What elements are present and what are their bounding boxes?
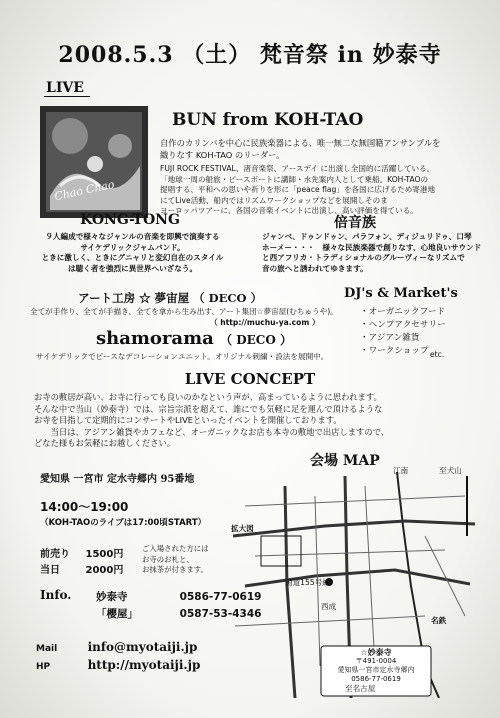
mail-row	[36, 636, 197, 655]
bun-bio-line: 「地球一周の船旅・ピースボートに講師・水先案内人として乗船。KOH-TAOの	[160, 174, 429, 184]
map-label-route155: 国道155号線	[285, 578, 330, 587]
market-item: ・アジアン雑貨	[360, 333, 420, 343]
shamorama-name	[96, 328, 292, 349]
event-title: 2008.5.3 （土） 梵音祭 in 妙泰寺	[58, 42, 442, 68]
bun-bio	[160, 164, 480, 217]
ticket-note	[142, 544, 209, 576]
hp-row	[36, 654, 200, 673]
baionzoku-desc-line: と西アフリカ・トラディショナルのグルーヴィーなリズムで	[262, 253, 465, 262]
venue-map	[225, 466, 483, 698]
map-label-konan: 江南	[393, 466, 409, 475]
contact-tel[interactable]: 0586-77-0619	[179, 591, 262, 603]
kongtong-desc	[20, 232, 245, 274]
homepage-link[interactable]: http://myotaiji.jp	[87, 658, 201, 672]
kongtong-desc-line: ときに激しく、ときにグニャリと変幻自在のスタイル	[41, 253, 224, 262]
concept-line: お寺の敷居が高い、お寺に行っても良いのかなという声が、高まっているように思われます。	[34, 392, 382, 402]
temple-zip: 〒491-0004	[355, 657, 397, 665]
kongtong-name: KONG-TONG	[80, 212, 180, 228]
album-cover-image	[40, 106, 148, 218]
event-time-note: （KOH-TAOのライブは17:00頃START）	[40, 518, 207, 528]
bun-intro	[160, 138, 480, 161]
market-item: ・ヘンプアクセサリー	[360, 320, 446, 330]
kongtong-desc-line: は聴く者を強烈に異世界へいざなう。	[67, 263, 198, 273]
door-price: 2000円	[85, 565, 124, 576]
advance-label: 前売り	[40, 549, 70, 560]
bun-intro-line: 織りなす KOH-TAO のリーダー。	[160, 149, 285, 160]
deco-url: （ http://muchu-ya.com ）	[210, 318, 320, 327]
bun-intro-line: 自作のカリンバを中心に民族楽器による、唯一無二な無国籍アンサンブルを	[160, 138, 441, 148]
mail-address-link[interactable]: info@myotaiji.jp	[87, 640, 198, 654]
map-label-enlarged: 拡大図	[231, 524, 254, 533]
map-label-nisei: 西成	[321, 602, 337, 611]
bun-bio-line: FUJI ROCK FESTIVAL、渚音楽祭、アースデイ に出演し全国的に活躍している。	[160, 164, 435, 173]
temple-tel: 0586-77-0619	[351, 675, 401, 683]
concept-body	[34, 392, 474, 450]
ticket-note-line: お寺のお札と、	[142, 554, 194, 564]
baionzoku-desc-line: 音の旅へと誘われてゆきます。	[262, 263, 368, 273]
bun-name: BUN from KOH-TAO	[172, 110, 364, 130]
baionzoku-desc-line: ホーメー・・・ 様々な民族楽器で創りなす、心地良いサウンド	[262, 242, 482, 252]
ticket-note-line: ご入場された方には	[142, 544, 209, 553]
map-label-meitetsu: 名鉄	[431, 616, 447, 625]
map-label-inuyama: 至犬山	[439, 466, 462, 475]
kongtong-desc-line: サイケデリックジャムバンド。	[80, 242, 185, 252]
shamorama-suffix: （ DECO ）	[220, 333, 292, 347]
live-heading: LIVE	[44, 80, 90, 97]
event-time: 14:00～19:00	[40, 500, 129, 514]
baionzoku-desc-line: ジャンベ、ドゥンドゥン、パラフォン、ディジュリドゥ、口琴	[262, 232, 472, 241]
bun-bio-line: 提唱する、平和への思いや祈りを形に「peace flag」を各国に広げるため寄港地	[160, 185, 436, 194]
map-label-nagoya: 至名古屋	[345, 684, 376, 693]
venue-address: 愛知県 一宮市 定水寺郷内 95番地	[40, 474, 195, 485]
ticket-door	[40, 561, 123, 576]
concept-line: そんな中で当山（妙泰寺）では、宗旨宗派を超えて、誰にでも気軽に足を運んで頂けるような	[34, 403, 383, 414]
info-label: Info.	[40, 588, 72, 602]
market-item: ・オーガニックフード	[360, 307, 446, 317]
bun-bio-line: ヨーロッパツアーに、各国の音楽イベントに出演し、高い評価を得ている。	[160, 206, 418, 215]
temple-name: ☆妙泰寺	[360, 648, 392, 657]
ticket-note-line: お抹茶が付きます。	[142, 565, 208, 574]
map-temple-info	[323, 648, 429, 684]
advance-price: 1500円	[85, 549, 124, 560]
concept-line: お寺を目指して定期的にコンサートやLIVEといったイベントを開催しております。	[34, 415, 342, 425]
shamorama-title: shamorama	[96, 328, 214, 349]
contact-name: 妙泰寺	[96, 591, 128, 603]
enlarged-area-box	[261, 536, 301, 566]
deco-desc: 全てが手作り、全てが手描き、全てを拿から生み出す、アート集団☆夢宙屋(むちゅうや)。	[30, 307, 338, 316]
baionzoku-name: 倍音族	[334, 215, 376, 231]
map-title: 会場 MAP	[310, 453, 380, 469]
door-label: 当日	[40, 565, 60, 576]
kongtong-desc-line: ９人編成で様々なジャンルの音楽を即興で演奏する	[45, 232, 220, 241]
contact-name: 「櫻屋」	[96, 608, 138, 620]
concept-line: どなた様もお気軽にお越しください。	[34, 438, 176, 448]
concept-title: LIVE CONCEPT	[184, 370, 316, 388]
bun-bio-line: にてLive活動、船内ではリズムワークショップなどを展開しそのま	[160, 195, 388, 205]
mail-label: Mail	[36, 644, 58, 654]
market-etc: etc.	[430, 350, 445, 359]
album-cover-text: Chao Chao	[53, 177, 116, 204]
market-title: DJ's & Market's	[344, 286, 458, 301]
shamorama-desc: サイケデリックでピースなデコレーションユニット。オリジナル刺繍・設法を展開中。	[36, 352, 329, 361]
baionzoku-desc	[262, 232, 487, 274]
ticket-advance	[40, 545, 123, 560]
temple-address: 愛知県一宮市定水寺郷内	[337, 666, 415, 674]
hp-label: HP	[36, 662, 51, 672]
concept-line: 当日は、アジアン雑貨やカフェなど、オーガニックなお店も本寺の敷地で出店しますので、	[34, 426, 390, 437]
contact-tel[interactable]: 0587-53-4346	[179, 608, 262, 620]
market-item: ・ワークショップ	[360, 346, 429, 356]
deco-name: アート工房 ☆ 夢宙屋 （ DECO ）	[78, 291, 263, 305]
